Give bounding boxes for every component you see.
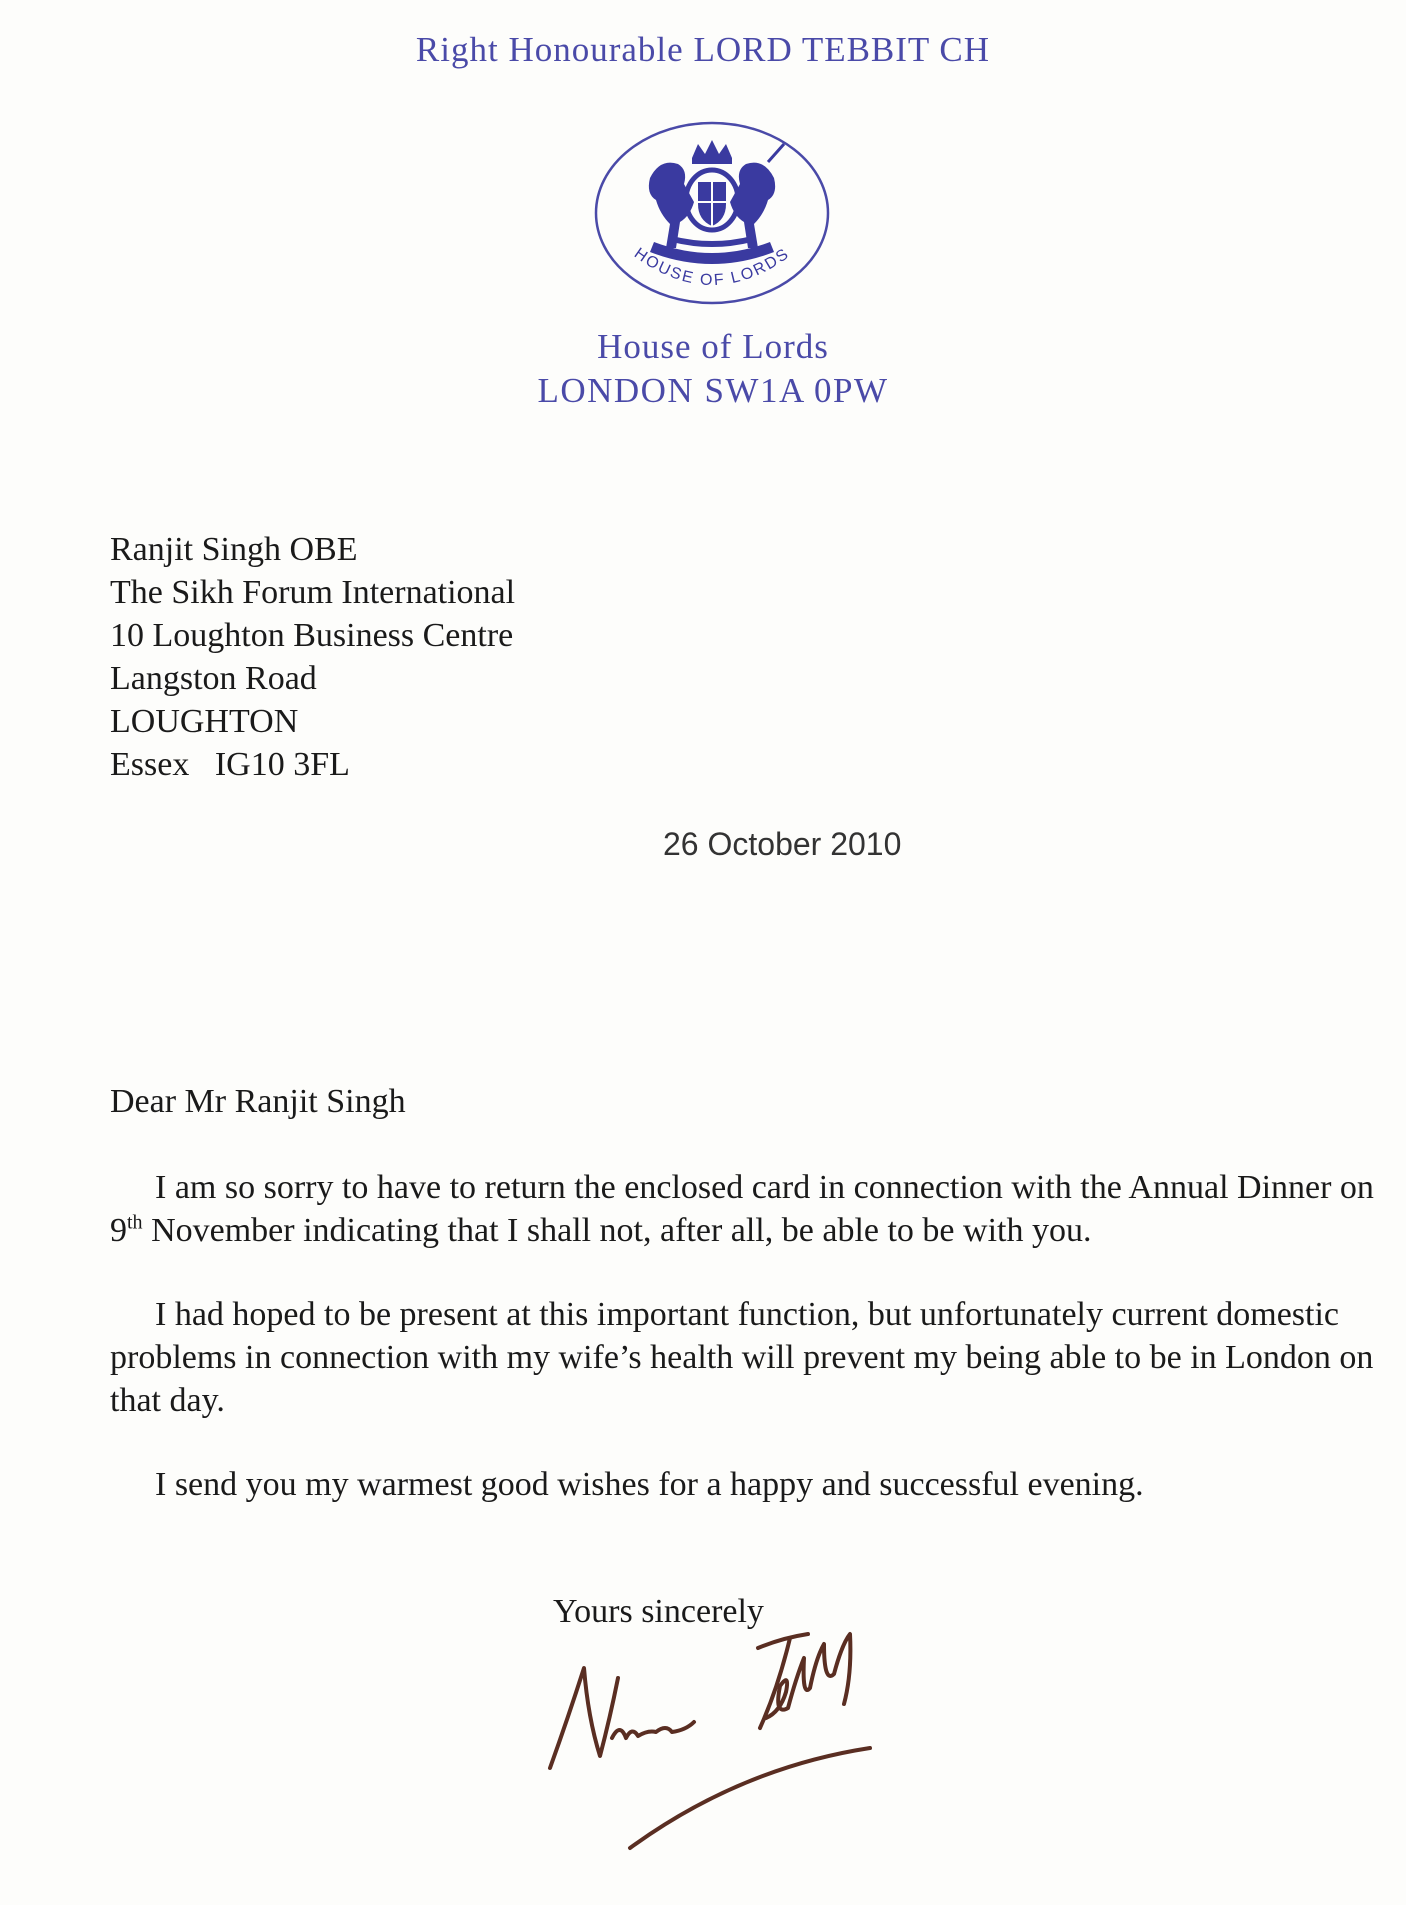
recipient-line: LOUGHTON	[110, 703, 299, 740]
recipient-line: Essex IG10 3FL	[110, 746, 350, 783]
body-paragraph	[110, 1166, 1380, 1252]
letterhead-address	[0, 325, 1406, 413]
recipient-line: The Sikh Forum International	[110, 574, 516, 611]
recipient-address	[110, 528, 515, 786]
recipient-line: 10 Loughton Business Centre	[110, 617, 514, 654]
body-paragraph	[110, 1463, 1380, 1506]
house-name: House of Lords	[597, 327, 829, 366]
salutation: Dear Mr Ranjit Singh	[110, 1083, 406, 1120]
house-of-lords-crest-icon	[592, 118, 832, 308]
paragraph-text: I am so sorry to have to return the enclosed card in connection with the Annual Dinner on 9	[110, 1169, 1374, 1249]
letterhead-title: Right Honourable LORD TEBBIT CH	[415, 30, 991, 69]
ordinal-suffix: th	[127, 1211, 143, 1234]
recipient-line: Ranjit Singh OBE	[110, 531, 358, 568]
body-paragraph	[110, 1293, 1380, 1422]
letter-date: 26 October 2010	[663, 826, 902, 862]
crest-text: HOUSE OF LORDS	[630, 244, 794, 290]
paragraph-text: I send you my warmest good wishes for a happy and successful evening.	[155, 1466, 1144, 1503]
paragraph-text: I had hoped to be present at this important function, but unfortunately current domestic problems in connection with my wife’s health will prevent my being able to be in London on that day.	[110, 1296, 1374, 1419]
paragraph-text: November indicating that I shall not, after all, be able to be with you.	[142, 1212, 1092, 1249]
handwritten-signature-icon	[540, 1608, 920, 1858]
recipient-line: Langston Road	[110, 660, 317, 697]
closing: Yours sincerely	[553, 1593, 764, 1630]
postal-address: LONDON SW1A 0PW	[537, 371, 889, 410]
